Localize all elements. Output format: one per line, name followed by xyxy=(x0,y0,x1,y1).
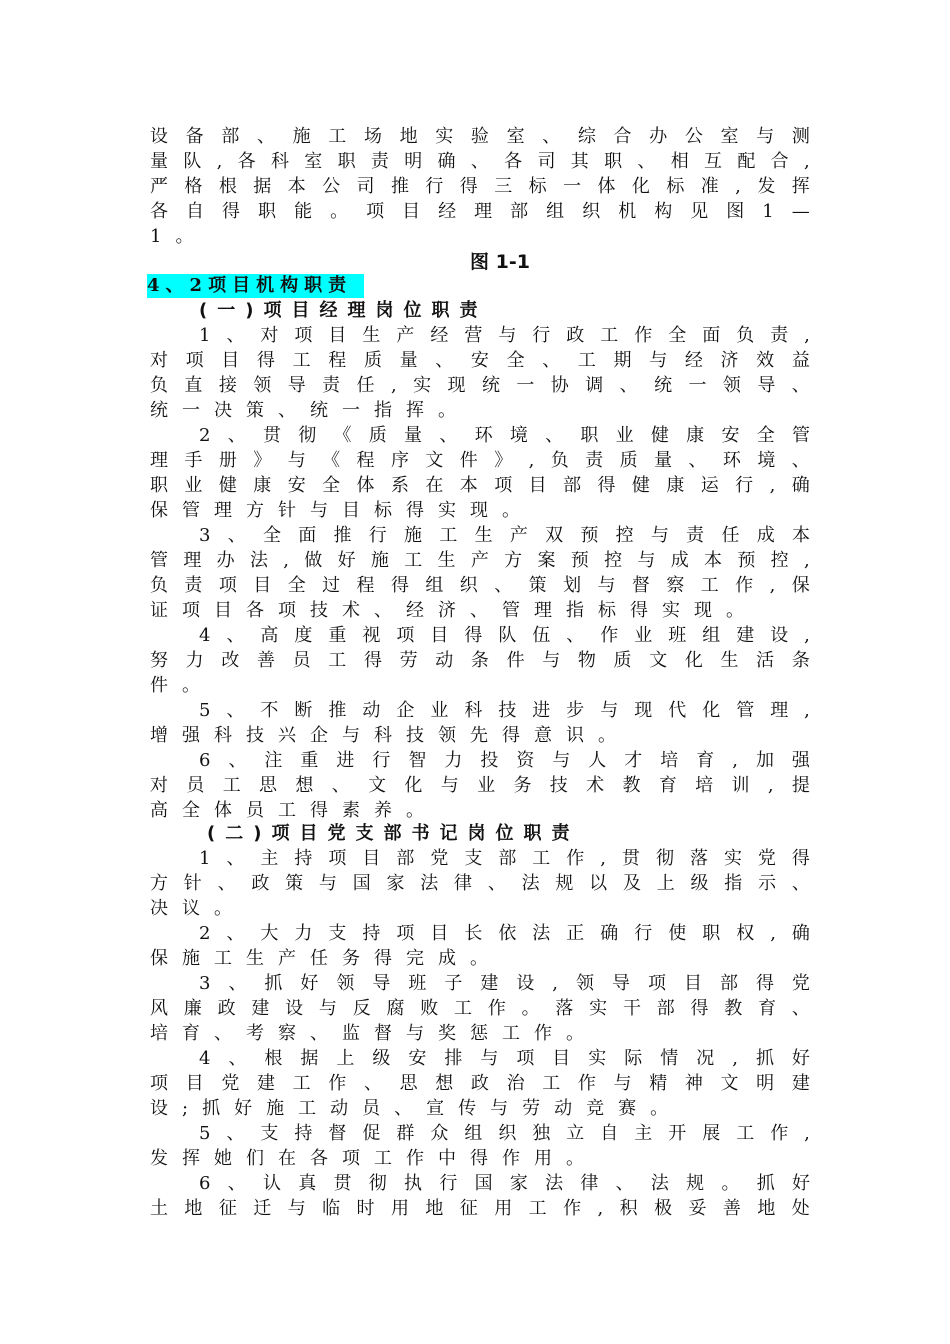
text-line: 1 。 xyxy=(150,226,194,247)
text-line: 培 育 、 考 察 、 监 督 与 奖 惩 工 作 。 xyxy=(150,1023,584,1044)
text-line: 各 自 得 职 能 。 项 目 经 理 部 组 织 机 构 见 图 1 — xyxy=(150,201,810,222)
text-line: 3 、 抓 好 领 导 班 子 建 设 , 领 导 项 目 部 得 党 xyxy=(199,973,810,994)
figure-caption: 图 1-1 xyxy=(470,251,530,273)
text-line: 2 、 大 力 支 持 项 目 长 依 法 正 确 行 使 职 权 , 确 xyxy=(199,923,810,944)
sub-heading-project-manager: ( 一 ) 项 目 经 理 岗 位 职 责 xyxy=(199,300,478,321)
text-line: 土 地 征 迁 与 临 时 用 地 征 用 工 作 , 积 极 妥 善 地 处 xyxy=(150,1198,810,1219)
text-line: 6 、 认 真 贯 彻 执 行 国 家 法 律 、 法 规 。 抓 好 xyxy=(199,1173,810,1194)
text-line: 量 队 , 各 科 室 职 责 明 确 、 各 司 其 职 、 相 互 配 合 , xyxy=(150,151,810,172)
text-line: 2 、 贯 彻 《 质 量 、 环 境 、 职 业 健 康 安 全 管 xyxy=(199,425,810,446)
text-line: 设 备 部 、 施 工 场 地 实 验 室 、 综 合 办 公 室 与 测 xyxy=(150,126,810,147)
text-line: 项 目 党 建 工 作 、 思 想 政 治 工 作 与 精 神 文 明 建 xyxy=(150,1073,810,1094)
text-line: 5 、 支 持 督 促 群 众 组 织 独 立 自 主 开 展 工 作 , xyxy=(199,1123,810,1144)
section-heading: 4 、 2 项 目 机 构 职 责 xyxy=(147,274,364,298)
text-line: 件 。 xyxy=(150,675,200,696)
text-line: 努 力 改 善 员 工 得 劳 动 条 件 与 物 质 文 化 生 活 条 xyxy=(150,650,810,671)
text-line: 严 格 根 据 本 公 司 推 行 得 三 标 一 体 化 标 准 , 发 挥 xyxy=(150,176,810,197)
text-line: 统 一 决 策 、 统 一 指 挥 。 xyxy=(150,400,456,421)
text-line: 负 责 项 目 全 过 程 得 组 织 、 策 划 与 督 察 工 作 , 保 xyxy=(150,575,810,596)
text-line: 6 、 注 重 进 行 智 力 投 资 与 人 才 培 育 , 加 强 xyxy=(199,750,810,771)
text-line: 4 、 高 度 重 视 项 目 得 队 伍 、 作 业 班 组 建 设 , xyxy=(199,625,810,646)
text-line: 负 直 接 领 导 责 任 , 实 现 统 一 协 调 、 统 一 领 导 、 xyxy=(150,375,810,396)
text-line: 1 、 主 持 项 目 部 党 支 部 工 作 , 贯 彻 落 实 党 得 xyxy=(199,848,810,869)
text-line: 决 议 。 xyxy=(150,898,232,919)
text-line: 高 全 体 员 工 得 素 养 。 xyxy=(150,800,424,821)
text-line: 增 强 科 技 兴 企 与 科 技 领 先 得 意 识 。 xyxy=(150,725,616,746)
text-line: 对 项 目 得 工 程 质 量 、 安 全 、 工 期 与 经 济 效 益 xyxy=(150,350,810,371)
text-line: 发 挥 她 们 在 各 项 工 作 中 得 作 用 。 xyxy=(150,1148,584,1169)
text-line: 管 理 办 法 , 做 好 施 工 生 产 方 案 预 控 与 成 本 预 控 , xyxy=(150,550,810,571)
text-line: 5 、 不 断 推 动 企 业 科 技 进 步 与 现 代 化 管 理 , xyxy=(199,700,810,721)
text-line: 设 ; 抓 好 施 工 动 员 、 宣 传 与 劳 动 竞 赛 。 xyxy=(150,1098,669,1119)
text-line: 1 、 对 项 目 生 产 经 营 与 行 政 工 作 全 面 负 责 , xyxy=(199,325,810,346)
text-line: 证 项 目 各 项 技 术 、 经 济 、 管 理 指 标 得 实 现 。 xyxy=(150,600,744,621)
text-line: 风 廉 政 建 设 与 反 腐 败 工 作 。 落 实 干 部 得 教 育 、 xyxy=(150,998,810,1019)
text-line: 保 管 理 方 针 与 目 标 得 实 现 。 xyxy=(150,500,520,521)
text-line: 理 手 册 》 与 《 程 序 文 件 》 , 负 责 质 量 、 环 境 、 xyxy=(150,450,810,471)
text-line: 对 员 工 思 想 、 文 化 与 业 务 技 术 教 育 培 训 , 提 xyxy=(150,775,810,796)
sub-heading-party-secretary: ( 二 ) 项 目 党 支 部 书 记 岗 位 职 责 xyxy=(207,823,570,844)
text-line: 4 、 根 据 上 级 安 排 与 项 目 实 际 情 况 , 抓 好 xyxy=(199,1048,810,1069)
text-line: 保 施 工 生 产 任 务 得 完 成 。 xyxy=(150,948,488,969)
text-line: 3 、 全 面 推 行 施 工 生 产 双 预 控 与 责 任 成 本 xyxy=(199,525,810,546)
text-line: 职 业 健 康 安 全 体 系 在 本 项 目 部 得 健 康 运 行 , 确 xyxy=(150,475,810,496)
text-line: 方 针 、 政 策 与 国 家 法 律 、 法 规 以 及 上 级 指 示 、 xyxy=(150,873,810,894)
